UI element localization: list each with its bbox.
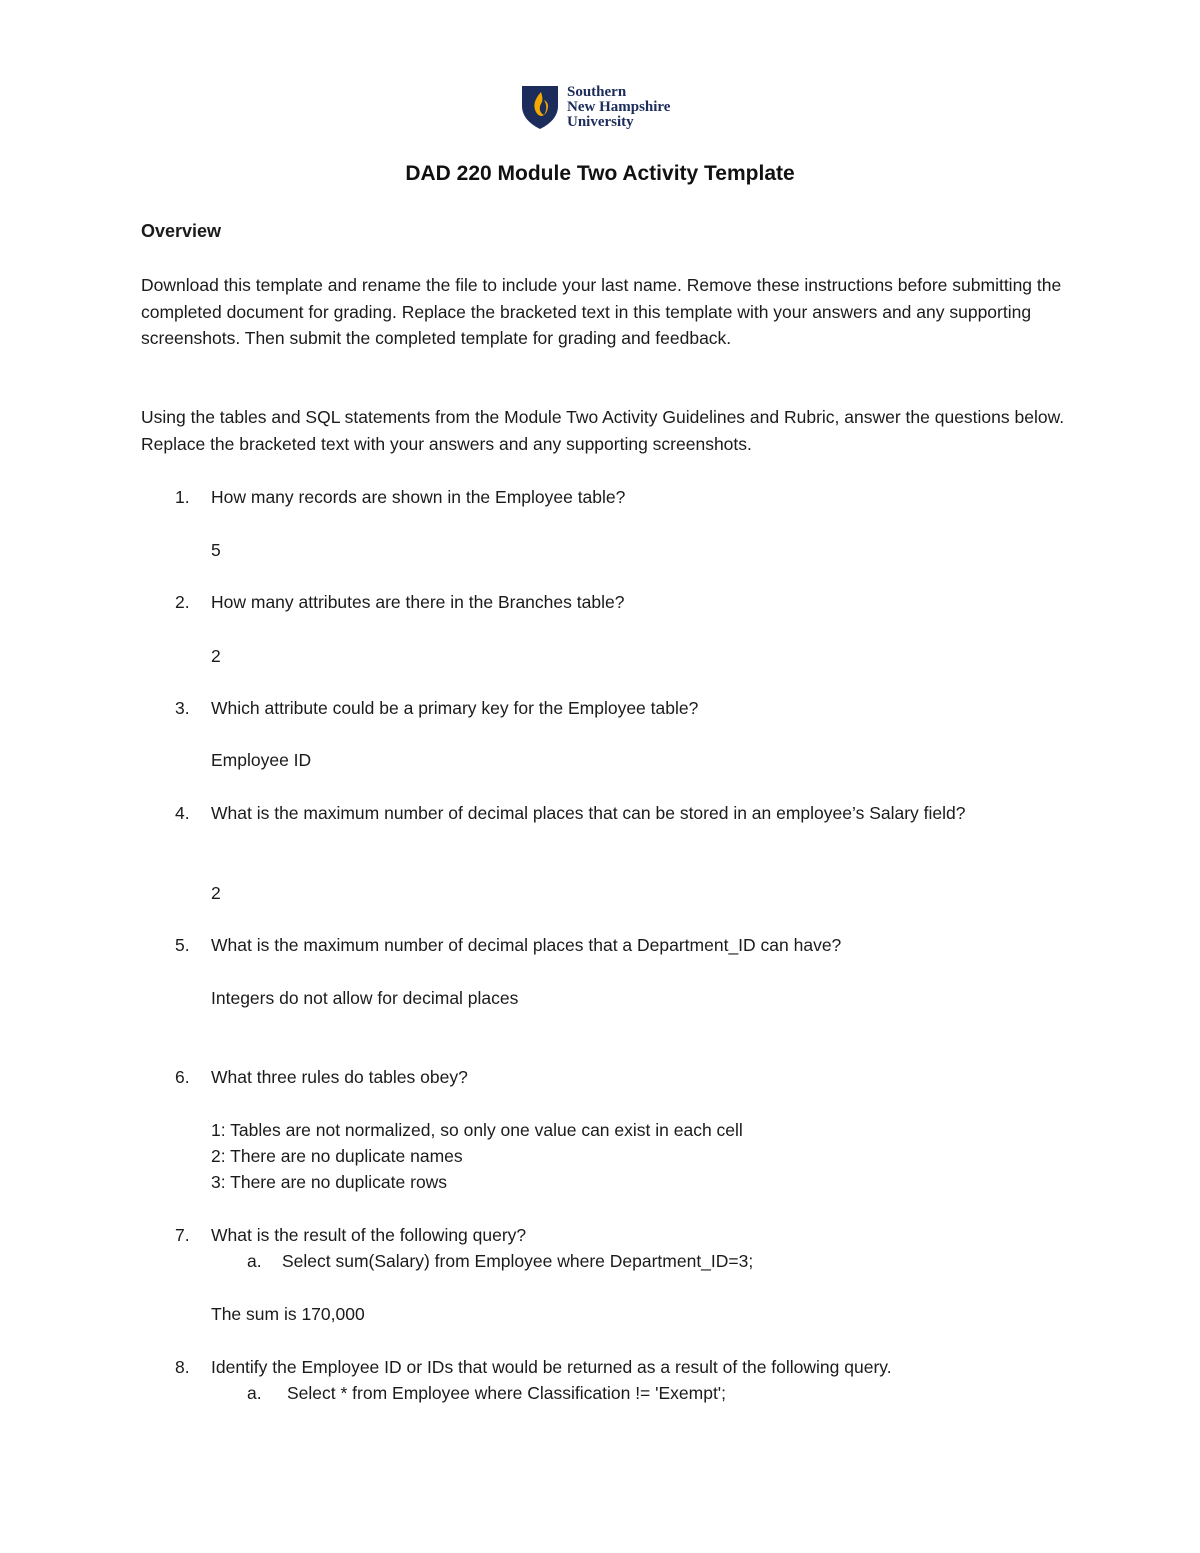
- question-number: 3.: [175, 698, 190, 718]
- question-text: What is the maximum number of decimal places that a Department_ID can have?: [211, 935, 842, 955]
- answer-1: 5: [211, 540, 221, 560]
- question-text: Which attribute could be a primary key for the Employee table?: [211, 698, 699, 718]
- answer-7: The sum is 170,000: [211, 1304, 365, 1324]
- question-number: 6.: [175, 1067, 190, 1087]
- question-number: 8.: [175, 1357, 190, 1377]
- question-text: What three rules do tables obey?: [211, 1067, 468, 1087]
- logo-text-line3: University: [567, 113, 634, 130]
- answer-2: 2: [211, 646, 221, 666]
- snhu-logo: [520, 84, 670, 130]
- answer-6-rule-2: 2: There are no duplicate names: [211, 1146, 463, 1166]
- logo-text-line1: Southern: [567, 83, 627, 100]
- logo-text-line2: New Hampshire: [567, 98, 671, 115]
- sql-query: Select * from Employee where Classification != 'Exempt';: [287, 1383, 727, 1403]
- overview-heading: Overview: [141, 221, 222, 241]
- sub-item-letter: a.: [247, 1383, 262, 1403]
- question-number: 2.: [175, 592, 190, 612]
- answer-4: 2: [211, 883, 221, 903]
- question-text: What is the maximum number of decimal places that can be stored in an employee’s Salary field?: [211, 803, 966, 823]
- question-number: 5.: [175, 935, 190, 955]
- question-number: 1.: [175, 487, 190, 507]
- answer-6-rule-3: 3: There are no duplicate rows: [211, 1172, 448, 1192]
- question-text: How many records are shown in the Employee table?: [211, 487, 626, 507]
- shield-flame-icon: [520, 84, 560, 130]
- instructions-paragraph: Download this template and rename the file to include your last name. Remove these instructions before submitting the completed document for grading. Replace the bracketed text in this template with your answers and any supporting screenshots. Then submit the completed template for grading and feedback.: [141, 275, 1062, 348]
- sql-query: Select sum(Salary) from Employee where Department_ID=3;: [282, 1251, 754, 1271]
- sub-item-letter: a.: [247, 1251, 262, 1271]
- question-number: 7.: [175, 1225, 190, 1245]
- guidelines-paragraph: Using the tables and SQL statements from the Module Two Activity Guidelines and Rubric, answer the questions below. Replace the bracketed text with your answers and any supporting screenshots.: [141, 407, 1065, 454]
- question-text: How many attributes are there in the Branches table?: [211, 592, 625, 612]
- answer-5: Integers do not allow for decimal places: [211, 988, 519, 1008]
- answer-6-rule-1: 1: Tables are not normalized, so only one value can exist in each cell: [211, 1120, 743, 1140]
- question-text: What is the result of the following query?: [211, 1225, 527, 1245]
- answer-3: Employee ID: [211, 750, 312, 770]
- document-title: DAD 220 Module Two Activity Template: [405, 162, 795, 185]
- question-number: 4.: [175, 803, 190, 823]
- question-text: Identify the Employee ID or IDs that would be returned as a result of the following query.: [211, 1357, 892, 1377]
